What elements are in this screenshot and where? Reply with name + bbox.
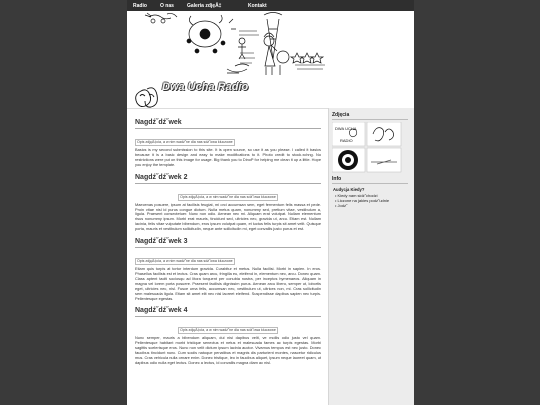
post [135, 118, 321, 168]
post-image: Opis zdjęÄ‡cia, a w nim wadź˝ne dla nas sdź˝owa kluczowe [180, 328, 276, 333]
nav-kontakt[interactable]: Kontakt [248, 3, 267, 9]
page-container [127, 0, 414, 405]
sidebar-audycja-heading: Audycja Kiedy? [333, 187, 365, 192]
logo-text-dwa-ucha: DWA UCHA [335, 126, 357, 131]
nav-galeria[interactable]: Galeria zdjęÄ‡ [187, 3, 222, 9]
post-image: Opis zdjęÄ‡cia, a w nim wadź˝ne dla nas sdź˝owa kluczowe [137, 259, 233, 264]
post-body: Nunc semper, mauris a bibendum aliquam, dui nisi dapibus velit, ve mollis odio justo vel quam. Pellentesque habitant morbi tristique senectus et netus et malesuada fames ac turpis egestas. Morbi sagittis scelerisque eros. Nunc non velit dictum ipsum lacinia auctor. Vivamus tempus est nec justo. Donec faucibus tincidunt nunc. Cum sociis natoque penatibus et magnis dis parturient montes, nascetur ridiculus mus. Cras vehicula nulla ornare enim. Donec tristique, leo in faucibus aliquet, ipsum neque laoreet quam, ut dapibus odio nulla eget lectus. Donec a lectus, id convallis magna diam ac nisl. [135, 335, 321, 365]
sidebar [328, 108, 414, 405]
post-title[interactable]: Nagdź˝dź˝wek [135, 118, 321, 129]
post-image: Opis zdjęÄ‡cia, a w nim wadź˝ne dla nas sdź˝owa kluczowe [180, 194, 276, 199]
post [135, 173, 321, 232]
sidebar-link[interactable]: • Liczone na jakies podź˝udnie [335, 198, 414, 203]
sidebar-list [329, 193, 414, 208]
logo-text-radio: RADIO [340, 138, 353, 143]
post [135, 237, 321, 301]
sidebar-logo-illustration[interactable] [332, 122, 402, 174]
post [135, 306, 321, 365]
post-title[interactable]: Nagdź˝dź˝wek 3 [135, 237, 321, 248]
post-image: Opis zdjęÄ‡cia, a w nim wadź˝ne dla nas sdź˝owa kluczowe [137, 140, 233, 144]
post-body: Basics is my second submission to this site. It is open source, so use it as you please. I called it basics because it is a basic design and easy to make modifications to it. Photo credit to stock.xchng. No restrictions were put on this image for usage. Big thank you to DinoP for helping me clean it up a little. Hope you enjoy the template. [135, 147, 321, 167]
header-sketch-illustration [127, 11, 414, 108]
top-navigation [127, 0, 414, 11]
sidebar-heading-info: Info [332, 172, 408, 184]
site-title[interactable]: Dwa Ucha Radio [162, 81, 249, 93]
site-header [127, 11, 414, 109]
sidebar-link[interactable]: • Kiedy nam sidź˝chodzi [335, 193, 414, 198]
post-body: Maecenas posuere, ipsum at facilisis feugiat, mi orci accumsan sem, eget fermentum felis massa et pede. Proin vitae nisl id purus congue dictum. Nulla metus quam, nonummy sed, pretium vitae, vestibulum a, ligula. Praesent consectetuer. Nunc non odio. Aenean nec mi. Aliquam erat volutpat. Nullam elementum risus nonummy ipsum. Morbi erat mauris, tincidunt sed, ultricies nec, gravida ut, arcu. Etiam est. Nullam lacinia, felis vitae vulputate bibendum, eros ipsum volutpat quam, et luctus felis turpis sit amet velit. Quisque porta, mauris et vestibulum sollicitudin, neque ante sollicitudin mi, eget convallis justo purus et est. [135, 201, 321, 232]
sidebar-heading-zdjecia: Zdjęcia [332, 108, 408, 120]
sidebar-link[interactable]: • Jodź˝ [335, 203, 414, 208]
post-body: Etiam quis turpis at tortor interdum gravida. Curabitur et metus. Nulla facilisi. Morbi in sapien. In eros. Phasellus facilisis est et lectus. Cras quam arcu, fringilla eu, eleifend in, elementum nec, arcu. Donec quam. Class aptent taciti sociosqu ad litora torquent per conubia nostra, per inceptos hymenaeos. Aliquam in magna vel lorem porta posuere. Praesent facilisis dignissim purus. Aenean arcu libero, semper ut, lobortis eget, ultricies nec, nisl. Fusce urna felis, accumsan nec, vestibulum ut, ultrices non, mi. Cras sollicitudin sem malesuada ligula. Etiam sit amet elit nec nisl laoreet eleifend. Suspendisse dapibus sapien nec turpis. Pellentesque egestas. [135, 266, 321, 301]
post-title[interactable]: Nagdź˝dź˝wek 4 [135, 306, 321, 317]
ear-logo-icon [136, 88, 158, 107]
nav-radio[interactable]: Radio [133, 3, 147, 9]
post-image-wrap [135, 318, 321, 336]
sidebar-photos [329, 120, 414, 172]
nav-o-nas[interactable]: O nas [160, 3, 174, 9]
post-title[interactable]: Nagdź˝dź˝wek 2 [135, 173, 321, 184]
post-image-wrap [135, 185, 321, 203]
main-content [135, 118, 321, 405]
